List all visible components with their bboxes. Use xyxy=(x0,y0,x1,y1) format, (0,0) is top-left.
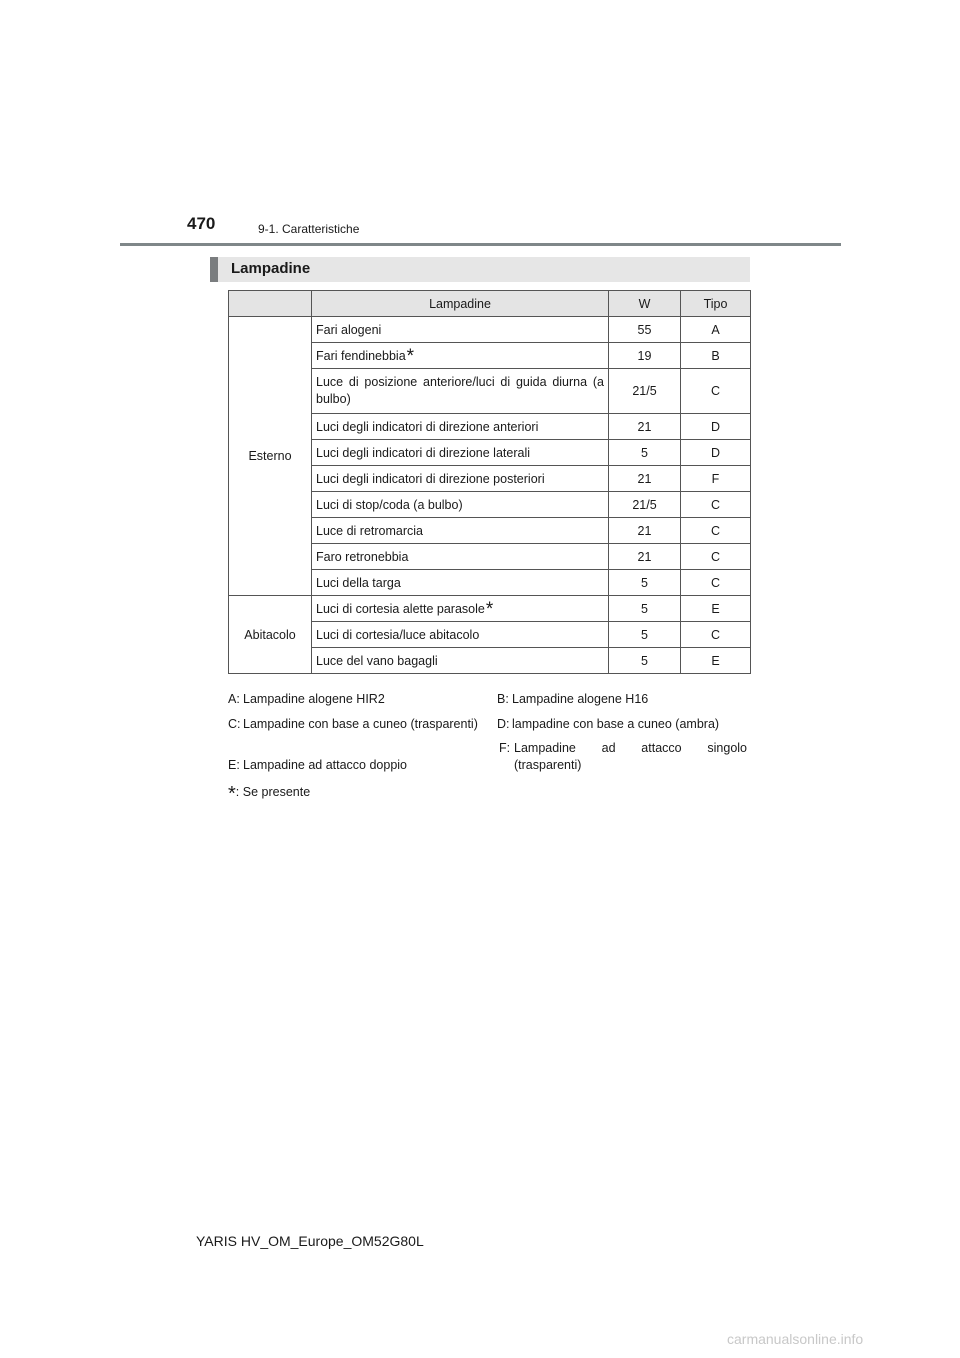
table-row xyxy=(229,317,751,343)
group-label-cabin: Abitacolo xyxy=(229,596,312,674)
bulb-table xyxy=(228,290,751,674)
bulb-name: Luce del vano bagagli xyxy=(312,648,609,674)
bulb-watt: 21/5 xyxy=(609,492,681,518)
section-title: Lampadine xyxy=(231,260,311,277)
legend-item-f xyxy=(499,740,747,774)
legend-letter: F: xyxy=(499,741,511,755)
group-label-exterior: Esterno xyxy=(229,317,312,596)
footnote-text: : Se presente xyxy=(235,785,311,799)
section-path: 9-1. Caratteristiche xyxy=(258,222,360,236)
bulb-watt: 5 xyxy=(609,570,681,596)
bulb-watt: 21 xyxy=(609,466,681,492)
legend-text: Lampadine ad attacco doppio xyxy=(243,758,408,772)
bulb-name: Luce di retromarcia xyxy=(312,518,609,544)
watermark: carmanualsonline.info xyxy=(727,1331,864,1347)
bulb-name: Luci degli indicatori di direzione laterali xyxy=(312,440,609,466)
bulb-watt: 5 xyxy=(609,622,681,648)
legend-text: Lampadine alogene HIR2 xyxy=(243,692,385,706)
bulb-watt: 21/5 xyxy=(609,369,681,414)
bulb-watt: 21 xyxy=(609,414,681,440)
bulb-watt: 55 xyxy=(609,317,681,343)
section-title-bar xyxy=(210,257,750,282)
table-row xyxy=(229,596,751,622)
bulb-type: A xyxy=(681,317,751,343)
optional-asterisk: * xyxy=(406,345,415,367)
bulb-watt: 19 xyxy=(609,343,681,369)
legend-item-a xyxy=(228,691,482,708)
legend-text: Lampadine alogene H16 xyxy=(512,692,649,706)
legend-letter: E: xyxy=(228,758,240,772)
footnote-asterisk: * xyxy=(228,783,236,805)
bulb-type: C xyxy=(681,492,751,518)
page-number: 470 xyxy=(187,214,216,233)
bulb-name-cell xyxy=(312,596,609,622)
legend-letter: D: xyxy=(497,717,510,731)
bulb-watt: 21 xyxy=(609,518,681,544)
legend-letter: C: xyxy=(228,717,241,731)
document-code: YARIS HV_OM_Europe_OM52G80L xyxy=(196,1233,424,1249)
legend-item-c xyxy=(228,716,482,733)
legend-text: Lampadine con base a cuneo (trasparenti) xyxy=(243,717,478,731)
bulb-type: F xyxy=(681,466,751,492)
bulb-type: C xyxy=(681,369,751,414)
bulb-watt: 5 xyxy=(609,596,681,622)
legend-text: Lampadine ad attacco singolo (trasparenti) xyxy=(514,741,747,772)
bulb-name: Luci di cortesia alette parasole xyxy=(316,601,485,616)
bulb-type: C xyxy=(681,570,751,596)
bulb-name: Luci degli indicatori di direzione posteriori xyxy=(312,466,609,492)
legend-letter: B: xyxy=(497,692,509,706)
table-header-type: Tipo xyxy=(681,291,751,317)
bulb-type: E xyxy=(681,596,751,622)
table-header-group xyxy=(229,291,312,317)
bulb-name: Luci di cortesia/luce abitacolo xyxy=(312,622,609,648)
bulb-watt: 21 xyxy=(609,544,681,570)
legend-item-d xyxy=(497,716,751,733)
legend-letter: A: xyxy=(228,692,240,706)
legend-text: lampadine con base a cuneo (ambra) xyxy=(512,717,720,731)
bulb-type: C xyxy=(681,518,751,544)
bulb-type: D xyxy=(681,414,751,440)
footnote xyxy=(228,783,310,806)
bulb-type: D xyxy=(681,440,751,466)
table-header-bulb: Lampadine xyxy=(312,291,609,317)
bulb-name: Fari fendinebbia xyxy=(316,348,406,363)
table-header-watt: W xyxy=(609,291,681,317)
bulb-name: Luci degli indicatori di direzione anteriori xyxy=(312,414,609,440)
optional-asterisk: * xyxy=(485,598,494,620)
bulb-watt: 5 xyxy=(609,648,681,674)
bulb-type: E xyxy=(681,648,751,674)
bulb-name: Luce di posizione anteriore/luci di guida diurna (a bulbo) xyxy=(312,369,609,414)
bulb-name: Fari alogeni xyxy=(312,317,609,343)
bulb-name: Faro retronebbia xyxy=(312,544,609,570)
legend-item-e xyxy=(228,757,482,774)
bulb-name-cell xyxy=(312,343,609,369)
bulb-watt: 5 xyxy=(609,440,681,466)
bulb-type: C xyxy=(681,544,751,570)
bulb-type: B xyxy=(681,343,751,369)
bulb-type: C xyxy=(681,622,751,648)
bulb-name: Luci di stop/coda (a bulbo) xyxy=(312,492,609,518)
bulb-name: Luci della targa xyxy=(312,570,609,596)
header-rule xyxy=(120,243,841,246)
table-header-row xyxy=(229,291,751,317)
legend-item-b xyxy=(497,691,747,708)
